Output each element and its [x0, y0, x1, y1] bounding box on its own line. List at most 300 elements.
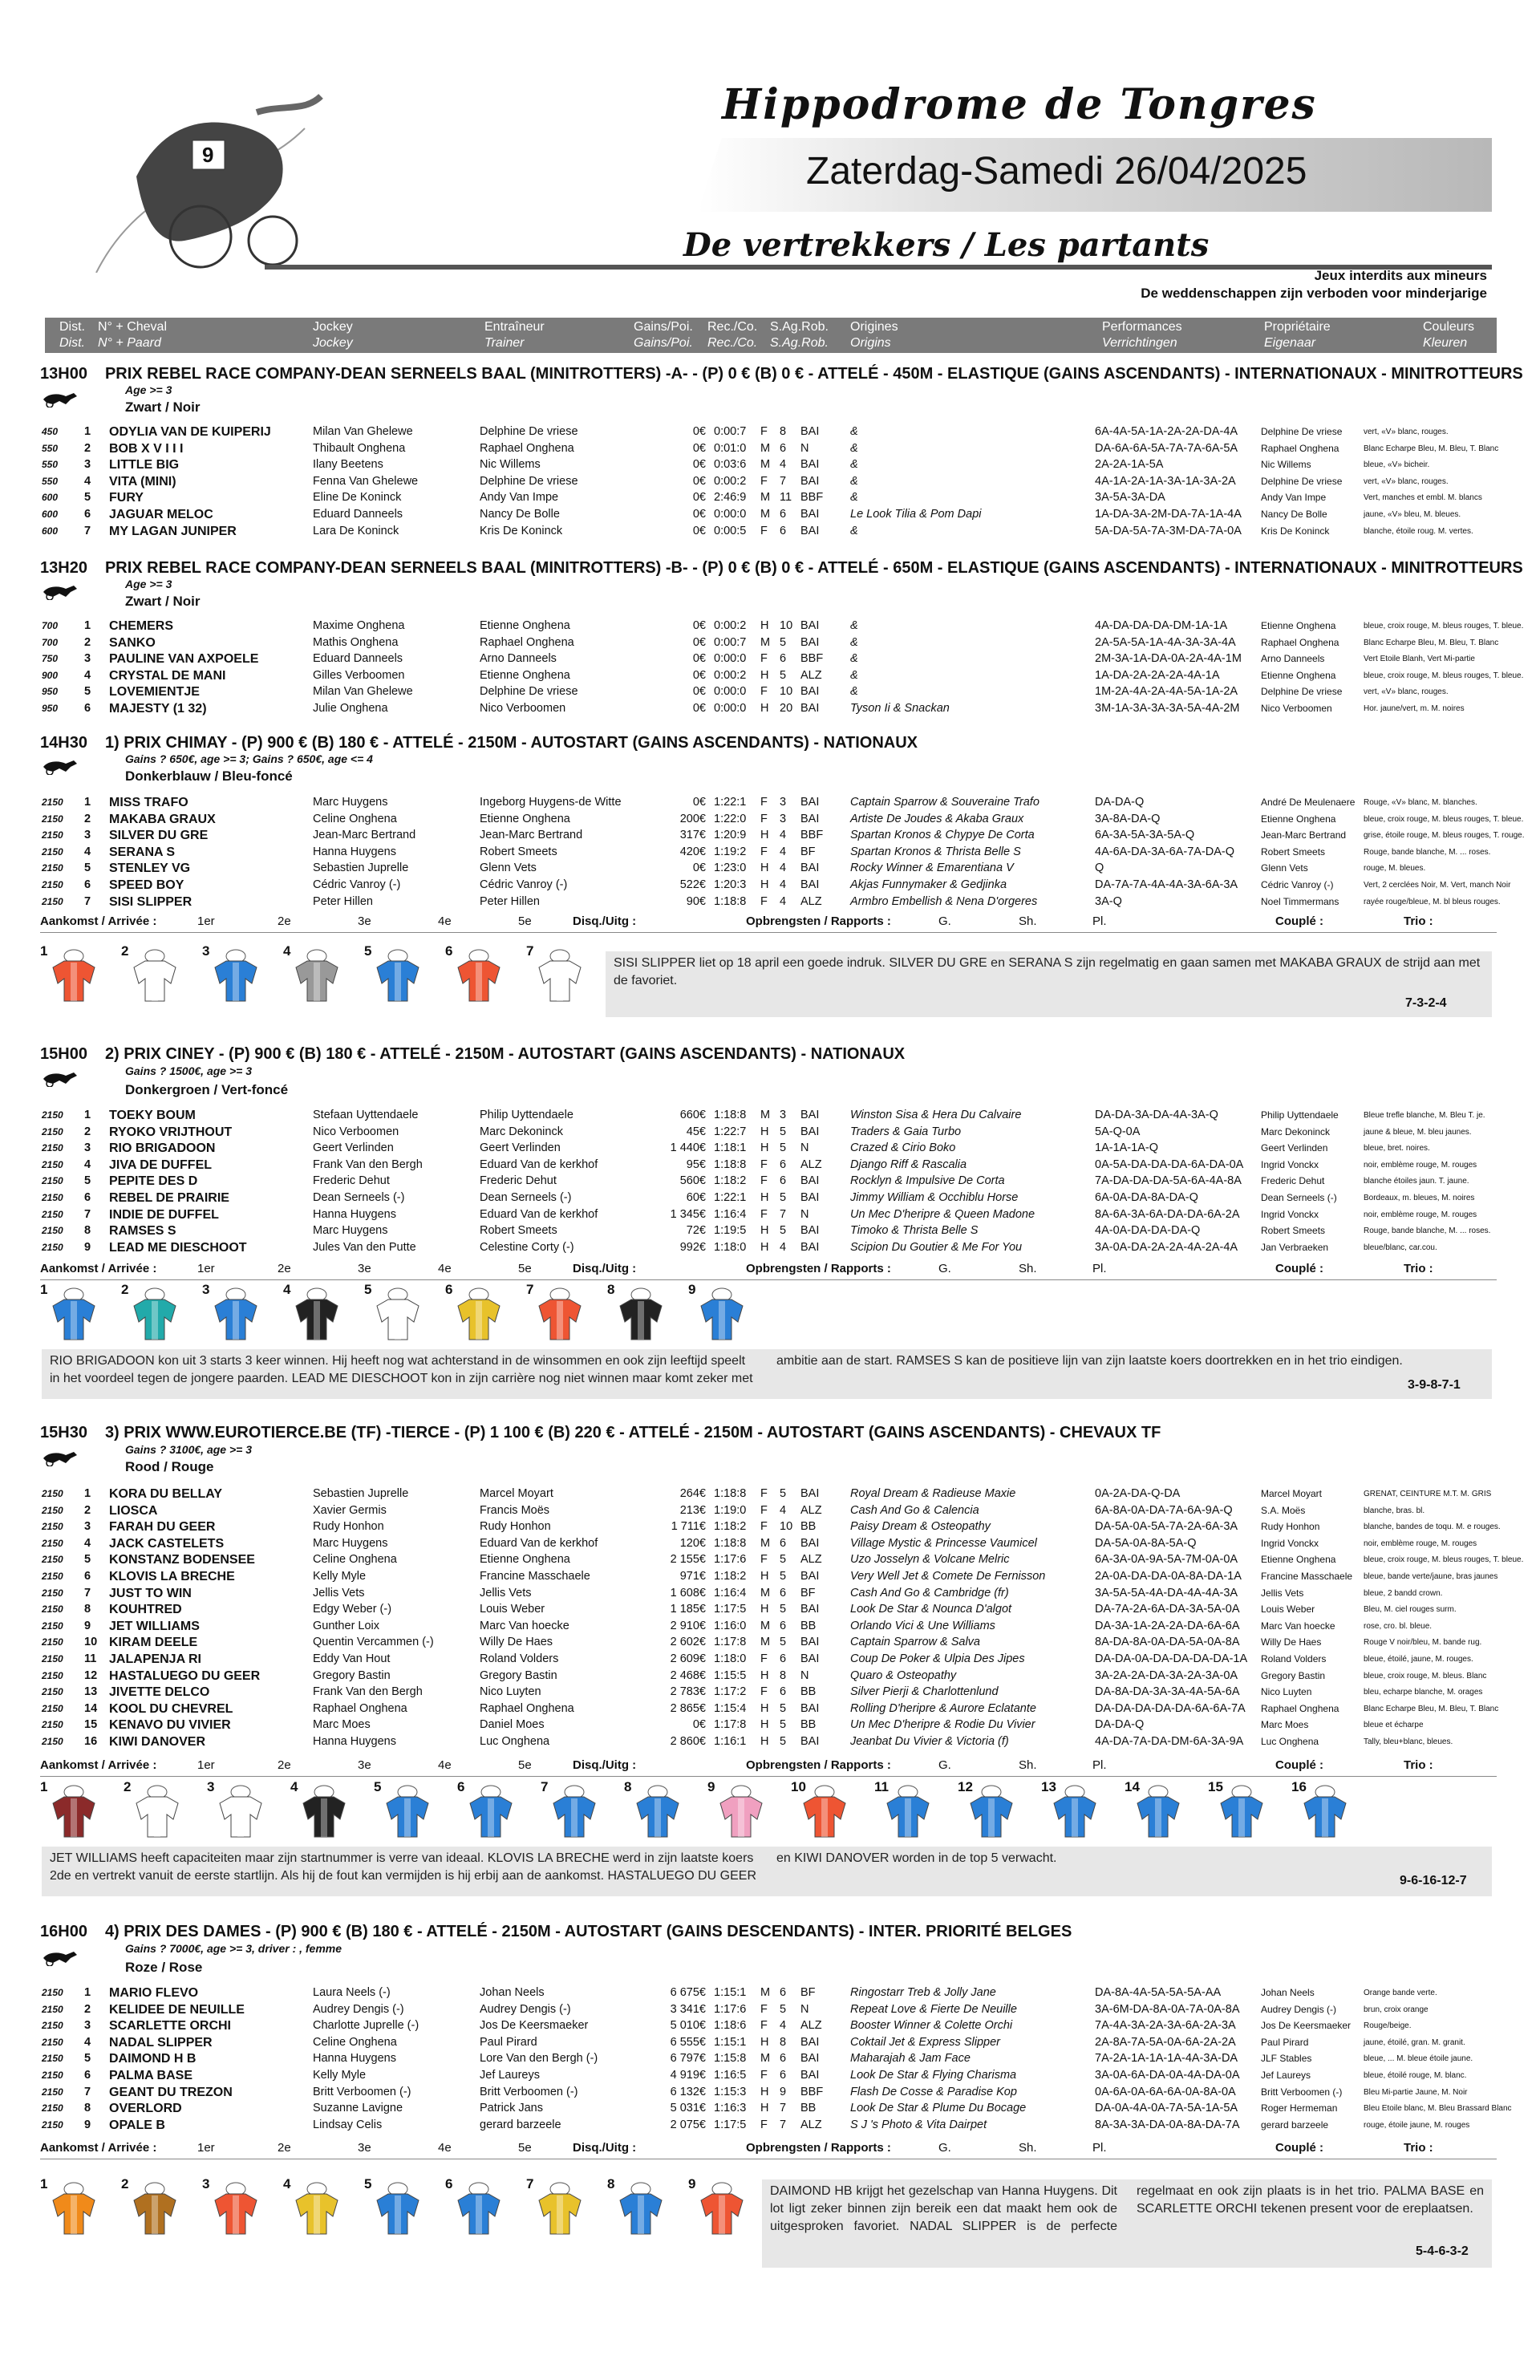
place-2: 2e — [278, 2141, 291, 2155]
silk-number: 8 — [607, 2176, 615, 2191]
trainer-name: Jellis Vets — [480, 1586, 532, 1600]
runner-coat: BAI — [800, 1701, 820, 1715]
runner-sex: M — [760, 508, 771, 521]
runner-coat: BAI — [800, 1536, 820, 1550]
runner-owner: Marc Dekoninck — [1261, 1125, 1331, 1137]
runner-performances: 2A-8A-7A-5A-0A-6A-2A-2A — [1095, 2035, 1236, 2049]
trainer-name: Marcel Moyart — [480, 1487, 553, 1500]
partants-subtitle: De vertrekkers / Les partants — [683, 226, 1210, 264]
runner-gains: 0€ — [692, 702, 706, 715]
horse-name: PAULINE VAN AXPOELE — [109, 652, 259, 667]
col-dist-nl: Dist. — [59, 336, 85, 350]
silk-number: 14 — [1125, 1779, 1140, 1794]
silk-number: 6 — [457, 1779, 465, 1794]
runner-record: 1:23:0 — [714, 862, 747, 875]
jockey-name: Thibault Onghena — [313, 441, 406, 455]
runner-record: 0:00:0 — [714, 685, 747, 699]
trainer-name: Nico Luyten — [480, 1685, 541, 1699]
runner-row — [0, 1551, 1540, 1568]
runner-age: 5 — [780, 2002, 787, 2016]
runner-distance: 2150 — [42, 1686, 63, 1698]
runner-origins: & — [850, 441, 858, 455]
comment-text: RIO BRIGADOON kon uit 3 starts 3 keer winnen. Hij heeft nog wat achterstand in de winsommen en ook zijn leeftijd speelt in het voordeel tegen de jongere paarden. LEAD ME DIESCHOOT kon in zijn carrière nog niet winnen maar komt zeker met ambitie aan de start. RAMSES S kan de positieve lijn van zijn laatste koers doortrekken en in het trio eindigen. — [50, 1354, 1403, 1385]
runner-owner: Marc Moes — [1261, 1719, 1309, 1731]
runner-coat: BB — [800, 1718, 817, 1732]
jockey-name: Jules Van den Putte — [313, 1240, 416, 1254]
place-4: 4e — [438, 1262, 452, 1275]
runner-performances: DA-6A-6A-5A-7A-7A-6A-5A — [1095, 441, 1238, 455]
runner-owner: Nico Luyten — [1261, 1686, 1312, 1698]
runner-coat: BAI — [800, 702, 820, 715]
jockey-silk-icon — [1125, 1779, 1181, 1839]
runner-row — [0, 794, 1540, 811]
rapports-label: Opbrengsten / Rapports : — [746, 2141, 891, 2155]
runner-sex: H — [760, 878, 769, 891]
trainer-name: Geert Verlinden — [480, 1141, 561, 1155]
runner-performances: DA-DA-3A-DA-4A-3A-Q — [1095, 1109, 1218, 1121]
runner-performances: 4A-1A-2A-1A-3A-1A-3A-2A — [1095, 474, 1236, 488]
runner-distance: 2150 — [42, 1521, 63, 1533]
runner-coat: BBF — [800, 652, 824, 666]
runner-performances: 4A-6A-DA-3A-6A-7A-DA-Q — [1095, 845, 1235, 858]
header-rule — [265, 265, 1492, 270]
col-origins: Origines — [850, 320, 898, 334]
runner-number: 4 — [84, 2035, 91, 2049]
runner-distance: 2150 — [42, 2070, 63, 2081]
silk-number: 5 — [364, 943, 372, 959]
horse-name: JALAPENJA RI — [109, 1652, 201, 1666]
runner-coat: ALZ — [800, 2019, 822, 2033]
runner-distance: 2150 — [42, 1175, 63, 1187]
jockey-silk-icon — [283, 2176, 339, 2236]
horse-name: SERANA S — [109, 845, 176, 859]
horse-name: LIOSCA — [109, 1503, 158, 1518]
runner-record: 1:17:5 — [714, 2118, 747, 2131]
runner-record: 1:18:8 — [714, 894, 747, 908]
runner-coat: BAI — [800, 1191, 820, 1204]
col-rob: S.Ag.Rob. — [770, 320, 829, 334]
runner-gains: 0€ — [692, 635, 706, 649]
arrivee-label: Aankomst / Arrivée : — [40, 1262, 157, 1275]
runner-gains: 95€ — [686, 1158, 706, 1171]
runner-owner: Etienne Onghena — [1261, 1554, 1336, 1566]
runner-colors: bleue, croix rouge, M. bleus rouges, T. bleue. — [1364, 671, 1524, 680]
col-origins-nl: Origins — [850, 336, 891, 350]
runner-number: 9 — [84, 2118, 91, 2131]
runner-coat: BAI — [800, 474, 820, 488]
runner-record: 0:00:0 — [714, 508, 747, 521]
runner-age: 6 — [780, 1536, 787, 1550]
horse-name: FURY — [109, 491, 144, 505]
trainer-name: Roland Volders — [480, 1652, 559, 1665]
runner-sex: H — [760, 2102, 769, 2115]
runner-record: 0:03:6 — [714, 458, 747, 472]
runner-origins: Very Well Jet & Comete De Fernisson — [850, 1570, 1046, 1583]
runner-record: 1:16:4 — [714, 1586, 747, 1600]
arrivee-label: Aankomst / Arrivée : — [40, 914, 157, 928]
runner-number: 1 — [84, 425, 91, 438]
runner-sex: H — [760, 1718, 769, 1732]
runner-number: 3 — [84, 652, 91, 666]
horse-name: KELIDEE DE NEUILLE — [109, 2002, 245, 2017]
runner-sex: F — [760, 1207, 768, 1221]
runner-colors: noir, emblème rouge, M. rouges — [1364, 1539, 1477, 1548]
runner-row — [0, 618, 1540, 635]
horse-name: MISS TRAFO — [109, 796, 188, 809]
runner-origins: Booster Winner & Colette Orchi — [850, 2019, 1013, 2033]
trainer-name: Nico Verboomen — [480, 702, 566, 715]
place-2: 2e — [278, 914, 291, 928]
trainer-name: Etienne Onghena — [480, 619, 570, 632]
race-header — [40, 1923, 1072, 1941]
runner-performances: 4A-0A-DA-DA-DA-Q — [1095, 1224, 1201, 1238]
race-color-label: Donkerblauw / Bleu-foncé — [125, 768, 293, 784]
runner-record: 1:15:5 — [714, 1668, 747, 1682]
runner-sex: M — [760, 635, 771, 649]
runner-sex: M — [760, 1586, 771, 1600]
trainer-name: Marc Dekoninck — [480, 1125, 563, 1138]
race-time: 16H00 — [40, 1923, 87, 1940]
rapport-sh: Sh. — [1019, 1758, 1037, 1772]
runner-distance: 2150 — [42, 1192, 63, 1203]
trio-label: Trio : — [1404, 914, 1433, 928]
runner-origins: & — [850, 458, 858, 472]
race-title: PRIX REBEL RACE COMPANY-DEAN SERNEELS BAAL (MINITROTTERS) -A- - (P) 0 € (B) 0 € - ATTELÉ - 450M - ELASTIQUE (GAINS ASCENDANTS) - INTERNATIONAUX - MINITROTTEURS — [104, 365, 1523, 383]
silk-number: 3 — [202, 943, 210, 959]
runner-coat: N — [800, 441, 809, 455]
runner-record: 1:18:2 — [714, 1520, 747, 1534]
runner-origins: Captain Sparrow & Salva — [850, 1636, 980, 1649]
runner-owner: Roland Volders — [1261, 1653, 1327, 1664]
runner-coat: BAI — [800, 812, 820, 825]
runner-row — [0, 1601, 1540, 1618]
trainer-name: Etienne Onghena — [480, 668, 570, 682]
runner-performances: DA-7A-7A-4A-4A-3A-6A-3A — [1095, 878, 1238, 891]
runner-record: 1:20:3 — [714, 878, 747, 891]
runner-gains: 1 440€ — [670, 1141, 706, 1155]
jockey-name: Marc Huygens — [313, 1224, 388, 1238]
comment-text: JET WILLIAMS heeft capaciteiten maar zijn startnummer is verre van ideaal. KLOVIS LA BRECHE werd in zijn laatste koers 2de en vertrekt vanuit de eerste startlijn. Als hij de fout kan vermijden is hij erbij aan de aankomst. HASTALUEGO DU GEER en KIWI DANOVER worden in de top 5 verwacht. — [50, 1851, 1057, 1883]
runner-coat: BAI — [800, 1487, 820, 1500]
runner-distance: 2150 — [42, 1125, 63, 1137]
runner-record: 1:16:4 — [714, 1207, 747, 1221]
runner-distance: 2150 — [42, 1109, 63, 1121]
jockey-name: Hanna Huygens — [313, 1735, 396, 1748]
silk-number: 1 — [40, 1282, 48, 1297]
silk-number: 5 — [374, 1779, 382, 1794]
horse-name: FARAH DU GEER — [109, 1520, 216, 1535]
runner-record: 1:18:2 — [714, 1570, 747, 1583]
runner-owner: JLF Stables — [1261, 2053, 1312, 2065]
runner-record: 1:19:5 — [714, 1224, 747, 1238]
jockey-name: Celine Onghena — [313, 2035, 397, 2049]
trainer-name: Robert Smeets — [480, 1224, 557, 1238]
trainer-name: Jean-Marc Bertrand — [480, 829, 583, 842]
couple-label: Couplé : — [1275, 1262, 1323, 1275]
runner-distance: 2150 — [42, 1504, 63, 1516]
runner-performances: 2A-0A-DA-DA-0A-8A-DA-1A — [1095, 1570, 1242, 1583]
runner-row — [0, 651, 1540, 667]
runner-colors: bleue, croix rouge, M. bleus rouges, T. bleue. — [1364, 622, 1524, 630]
horse-name: SISI SLIPPER — [109, 894, 192, 909]
runner-row — [0, 2050, 1540, 2067]
rapport-g: G. — [938, 2141, 951, 2155]
runner-gains: 2 155€ — [670, 1553, 706, 1567]
runner-sex: F — [760, 1553, 768, 1567]
runner-owner: Dean Serneels (-) — [1261, 1192, 1337, 1203]
runner-gains: 6 797€ — [670, 2052, 706, 2066]
place-1: 1er — [197, 914, 215, 928]
runner-gains: 1 345€ — [670, 1207, 706, 1221]
runner-distance: 700 — [42, 620, 59, 631]
runner-coat: BB — [800, 2102, 817, 2115]
jockey-silk-icon — [688, 2176, 744, 2236]
runner-owner: gerard barzeele — [1261, 2118, 1329, 2131]
runner-distance: 2150 — [42, 829, 63, 841]
jockey-name: Milan Van Ghelewe — [313, 685, 413, 699]
runner-distance: 2150 — [42, 1554, 63, 1566]
rapport-sh: Sh. — [1019, 1262, 1037, 1275]
horse-name: KOUHTRED — [109, 1603, 182, 1617]
horse-name: CHEMERS — [109, 619, 174, 633]
horse-name: KORA DU BELLAY — [109, 1487, 223, 1501]
runner-record: 0:00:0 — [714, 652, 747, 666]
runner-performances: 7A-2A-1A-1A-1A-4A-3A-DA — [1095, 2052, 1238, 2066]
runner-gains: 0€ — [692, 508, 706, 521]
runner-origins: & — [850, 652, 858, 666]
runner-owner: Britt Verboomen (-) — [1261, 2086, 1343, 2098]
jockey-silk-icon — [202, 1282, 258, 1341]
runner-colors: rayée rouge/bleue, M. bl bleus rouges. — [1364, 897, 1501, 906]
race-conditions: Age >= 3 — [125, 383, 172, 396]
silk-number: 1 — [40, 943, 48, 959]
runner-performances: 1A-DA-2A-2A-2A-4A-1A — [1095, 668, 1220, 682]
col-colors-nl: Kleuren — [1423, 336, 1468, 350]
col-owner-nl: Eigenaar — [1264, 336, 1316, 350]
runner-age: 3 — [780, 1109, 787, 1121]
runner-sex: M — [760, 491, 771, 505]
runner-record: 1:17:2 — [714, 1685, 747, 1699]
race-prognosis: 7-3-2-4 — [1405, 996, 1447, 1010]
jockey-name: Edgy Weber (-) — [313, 1603, 392, 1616]
runner-origins: Look De Star & Flying Charisma — [850, 2069, 1017, 2082]
runner-number: 5 — [84, 2052, 91, 2066]
runner-colors: Tally, bleu+blanc, bleues. — [1364, 1737, 1453, 1746]
runner-number: 1 — [84, 1109, 91, 1121]
runner-distance: 2150 — [42, 2118, 63, 2131]
silk-number: 15 — [1208, 1779, 1223, 1794]
disq-label: Disq./Uitg : — [573, 914, 637, 928]
jockey-silk-icon — [445, 1282, 501, 1341]
runner-performances: DA-DA-Q — [1095, 1718, 1145, 1732]
runner-age: 7 — [780, 2118, 787, 2131]
runner-coat: BBF — [800, 829, 824, 842]
runner-number: 12 — [84, 1668, 98, 1682]
jockey-silk-icon — [445, 943, 501, 1003]
runner-performances: 7A-DA-DA-DA-5A-6A-4A-8A — [1095, 1174, 1242, 1188]
runner-performances: DA-5A-0A-5A-7A-2A-6A-3A — [1095, 1520, 1238, 1534]
jockey-name: Charlotte Juprelle (-) — [313, 2019, 419, 2033]
jockey-name: Frank Van den Bergh — [313, 1685, 423, 1699]
runner-origins: Artiste De Joudes & Akaba Graux — [850, 812, 1024, 825]
runner-record: 1:18:8 — [714, 1158, 747, 1171]
runner-sex: M — [760, 441, 771, 455]
silk-number: 5 — [364, 1282, 372, 1297]
silk-number: 9 — [688, 1282, 696, 1297]
col-gains-nl: Gains/Poi. — [634, 336, 693, 350]
place-5: 5e — [518, 1262, 532, 1275]
trainer-name: Marc Van hoecke — [480, 1619, 569, 1632]
runner-performances: 5A-Q-0A — [1095, 1125, 1141, 1138]
runner-owner: Louis Weber — [1261, 1604, 1315, 1616]
runner-performances: DA-DA-DA-DA-DA-6A-6A-7A — [1095, 1701, 1246, 1715]
runner-row — [0, 1535, 1540, 1552]
horse-name: SCARLETTE ORCHI — [109, 2019, 231, 2033]
runner-origins: Ringostarr Treb & Jolly Jane — [850, 1986, 996, 1999]
runner-distance: 600 — [42, 525, 59, 537]
runner-age: 5 — [780, 1224, 787, 1238]
runner-origins: & — [850, 685, 858, 699]
runner-record: 0:00:0 — [714, 702, 747, 715]
runner-age: 5 — [780, 1125, 787, 1138]
runner-colors: Bleu Etoile blanc, M. Bleu Brassard Blanc — [1364, 2104, 1512, 2114]
runner-distance: 600 — [42, 509, 59, 520]
runner-number: 3 — [84, 458, 91, 472]
runner-colors: Rouge, bande blanche, M. ... roses. — [1364, 847, 1491, 857]
runner-owner: Delphine De vriese — [1261, 426, 1343, 437]
runner-record: 2:46:9 — [714, 491, 747, 505]
runner-age: 6 — [780, 1685, 787, 1699]
runner-gains: 992€ — [679, 1240, 706, 1254]
runner-coat: ALZ — [800, 1158, 822, 1171]
jockey-silk-icon — [121, 1282, 177, 1341]
runner-owner: Marc Van hoecke — [1261, 1620, 1335, 1632]
runner-owner: Ingrid Vonckx — [1261, 1537, 1319, 1549]
runner-row — [0, 827, 1540, 844]
runner-sex: M — [760, 1619, 771, 1632]
race-date: Zaterdag-Samedi 26/04/2025 — [806, 150, 1307, 193]
runner-origins: & — [850, 524, 858, 537]
runner-coat: BAI — [800, 619, 820, 632]
runner-gains: 1 185€ — [670, 1603, 706, 1616]
runner-number: 6 — [84, 878, 91, 891]
trainer-name: Raphael Onghena — [480, 1701, 574, 1715]
runner-row — [0, 2001, 1540, 2018]
horse-name: MARIO FLEVO — [109, 1986, 199, 2000]
runner-colors: bleue, «V» bicheir. — [1364, 460, 1430, 470]
runner-gains: 0€ — [692, 425, 706, 438]
runner-performances: DA-DA-0A-DA-DA-DA-DA-1A — [1095, 1652, 1248, 1665]
jockey-name: Milan Van Ghelewe — [313, 425, 413, 438]
runner-colors: Orange bande verte. — [1364, 1989, 1437, 1997]
runner-performances: DA-7A-2A-6A-DA-3A-5A-0A — [1095, 1603, 1240, 1616]
trio-label: Trio : — [1404, 1262, 1433, 1275]
runner-gains: 1 608€ — [670, 1586, 706, 1600]
trainer-name: Rudy Honhon — [480, 1520, 551, 1534]
runner-colors: Rouge, bande blanche, M. ... roses. — [1364, 1226, 1491, 1236]
silk-number: 8 — [607, 1282, 615, 1297]
runner-sex: F — [760, 2019, 768, 2033]
race-conditions: Gains ? 650€, age >= 3; Gains ? 650€, age <= 4 — [125, 752, 373, 765]
runner-gains: 0€ — [692, 441, 706, 455]
jockey-silk-icon — [290, 1779, 346, 1839]
runner-number: 7 — [84, 894, 91, 908]
runner-colors: jaune, étoilé, gran. M. granit. — [1364, 2037, 1465, 2047]
place-3: 3e — [358, 914, 371, 928]
jockey-name: Dean Serneels (-) — [313, 1191, 405, 1204]
runner-sex: H — [760, 702, 769, 715]
trainer-name: Delphine De vriese — [480, 425, 578, 438]
runner-row — [0, 1651, 1540, 1668]
runner-owner: Philip Uyttendaele — [1261, 1109, 1339, 1121]
runner-owner: Rudy Honhon — [1261, 1521, 1320, 1533]
runner-origins: & — [850, 635, 858, 649]
runner-owner: Raphael Onghena — [1261, 636, 1339, 648]
runner-record: 1:22:1 — [714, 1191, 747, 1204]
runner-record: 0:01:0 — [714, 441, 747, 455]
runner-record: 1:16:0 — [714, 1619, 747, 1632]
jockey-name: Sebastien Juprelle — [313, 1487, 409, 1500]
jockey-name: Stefaan Uyttendaele — [313, 1109, 419, 1121]
runner-number: 8 — [84, 1224, 91, 1238]
runner-distance: 2150 — [42, 1571, 63, 1582]
runner-performances: 1A-DA-3A-2M-DA-7A-1A-4A — [1095, 508, 1242, 521]
horse-name: ODYLIA VAN DE KUIPERIJ — [109, 425, 271, 439]
minors-notice-nl: De weddenschappen zijn verboden voor minderjarige — [1141, 286, 1487, 301]
runner-origins: & — [850, 425, 858, 438]
trainer-name: gerard barzeele — [480, 2118, 561, 2131]
runner-performances: 3A-Q — [1095, 894, 1122, 908]
horse-name: KOOL DU CHEVREL — [109, 1701, 233, 1716]
runner-origins: Django Riff & Rascalia — [850, 1158, 967, 1171]
runner-row — [0, 1486, 1540, 1502]
runner-performances: 3A-5A-3A-DA — [1095, 491, 1165, 505]
jockey-name: Lindsay Celis — [313, 2118, 383, 2131]
jockey-silk-icon — [526, 1282, 582, 1341]
runner-gains: 5 010€ — [670, 2019, 706, 2033]
trotter-icon — [42, 1449, 79, 1466]
jockey-name: Eduard Danneels — [313, 652, 403, 666]
runner-owner: S.A. Moës — [1261, 1504, 1306, 1516]
runner-row — [0, 1668, 1540, 1685]
jockey-silk-icon — [791, 1779, 847, 1839]
runner-number: 3 — [84, 1141, 91, 1155]
jockey-name: Gregory Bastin — [313, 1668, 391, 1682]
horse-name: PALMA BASE — [109, 2069, 192, 2082]
rapports-label: Opbrengsten / Rapports : — [746, 1758, 891, 1772]
runner-sex: H — [760, 1125, 769, 1138]
runner-performances: 8A-DA-8A-0A-DA-5A-0A-8A — [1095, 1636, 1240, 1649]
runner-age: 4 — [780, 894, 787, 908]
runner-gains: 2 865€ — [670, 1701, 706, 1715]
runner-age: 6 — [780, 1174, 787, 1188]
runner-gains: 560€ — [679, 1174, 706, 1188]
runner-number: 13 — [84, 1685, 98, 1699]
horse-name: SANKO — [109, 635, 156, 650]
runner-number: 9 — [84, 1619, 91, 1632]
runner-coat: BF — [800, 1986, 816, 1999]
runner-origins: Armbro Embellish & Nena D'orgeres — [850, 894, 1038, 908]
jockey-silk-icon — [283, 943, 339, 1003]
runner-age: 9 — [780, 2085, 787, 2098]
runner-number: 7 — [84, 1586, 91, 1600]
runner-distance: 2150 — [42, 1537, 63, 1549]
runner-coat: ALZ — [800, 2118, 822, 2131]
silk-number: 4 — [283, 2176, 291, 2191]
horse-name: SPEED BOY — [109, 878, 184, 892]
jockey-silk-icon — [202, 943, 258, 1003]
runner-gains: 60€ — [686, 1191, 706, 1204]
